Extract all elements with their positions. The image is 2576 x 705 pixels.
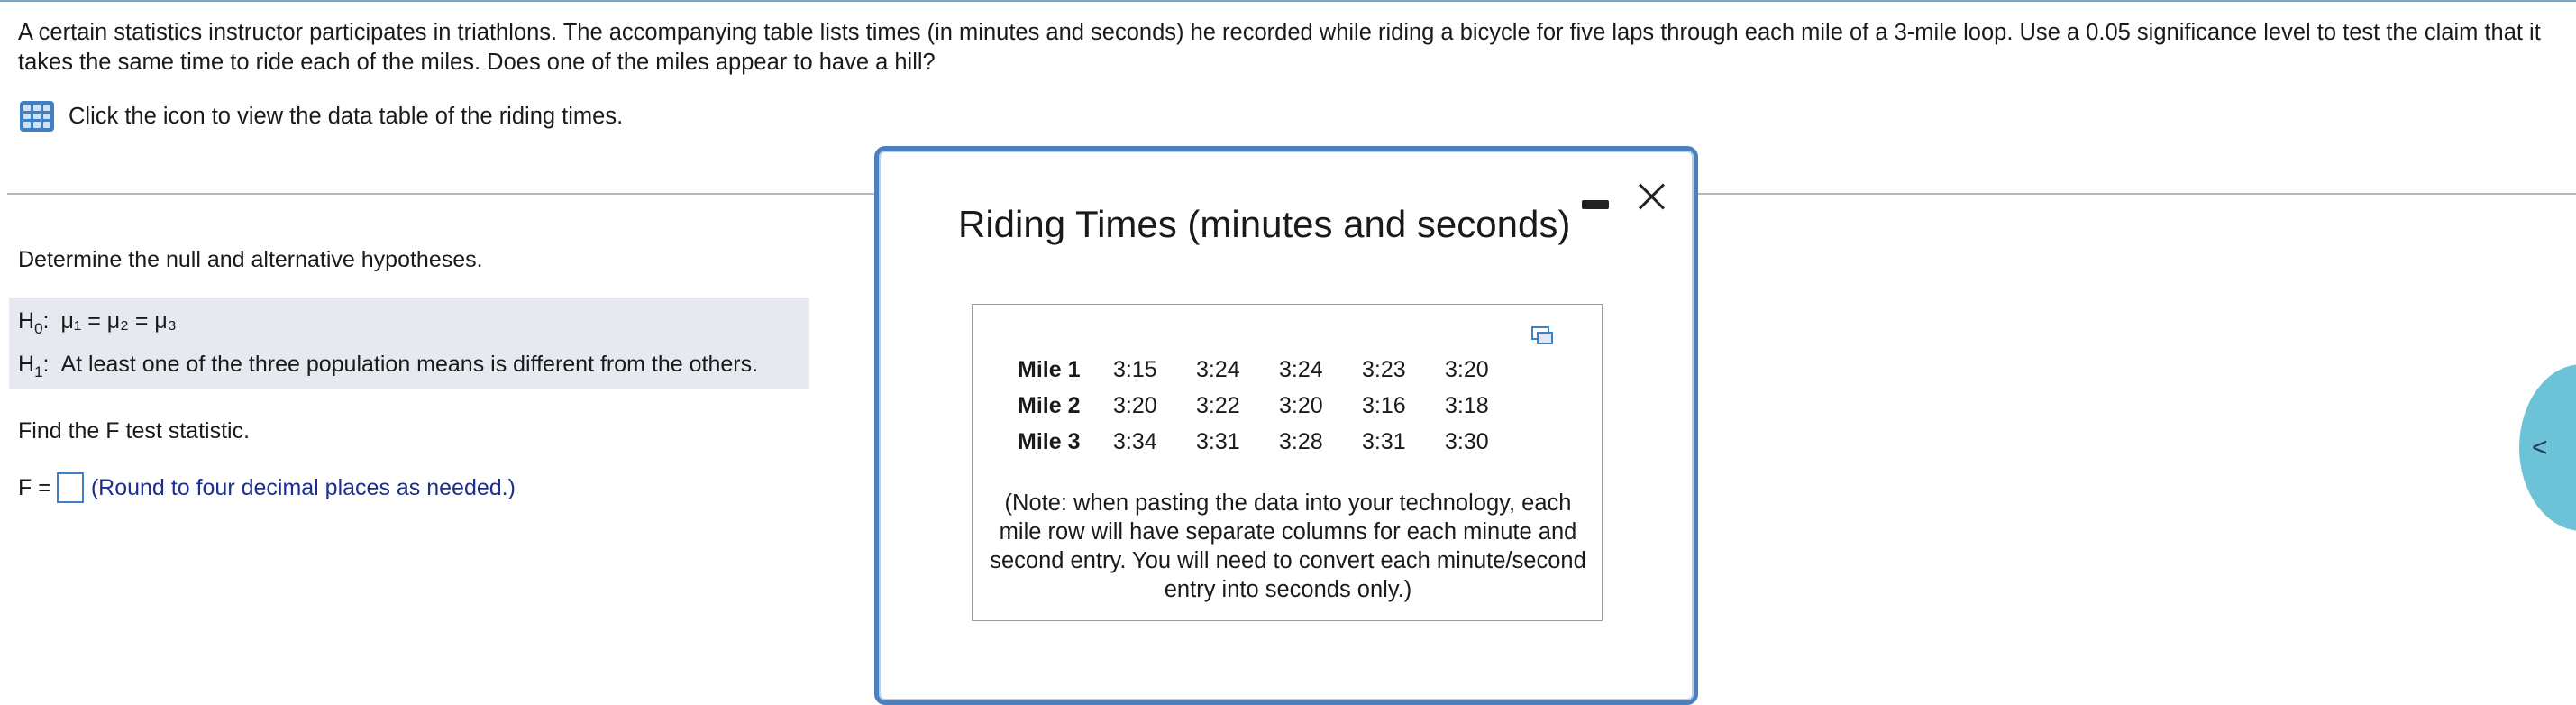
modal-title: Riding Times (minutes and seconds) <box>958 203 1571 245</box>
table-row <box>1018 388 1528 424</box>
table-cell: 3:20 <box>1279 392 1323 418</box>
top-rule <box>0 0 2576 2</box>
hypotheses-box <box>9 298 809 389</box>
table-cell: 3:20 <box>1445 356 1489 382</box>
data-panel <box>972 304 1603 621</box>
f-statistic-prompt: Find the F test statistic. <box>18 418 251 444</box>
alternative-hypothesis: $H_1$: At least one of the three population means is different from the others. <box>18 352 759 380</box>
data-table-link[interactable] <box>20 101 623 132</box>
table-cell: 3:20 <box>1113 392 1157 418</box>
question-text: A certain statistics instructor participates in triathlons. The accompanying table lists times (in minutes and seconds) he recorded while riding a bicycle for five laps through each mile of a 3-mile loop. Use a 0.05 significance level to test the claim that it takes the same time to ride each of the miles. Does one of the miles appear to have a hill? <box>18 20 2541 75</box>
table-cell: 3:28 <box>1279 428 1323 454</box>
table-cell: 3:24 <box>1279 356 1323 382</box>
table-cell: 3:15 <box>1113 356 1157 382</box>
f-statistic-row <box>18 472 516 503</box>
table-row <box>1018 352 1528 388</box>
table-cell: 3:16 <box>1362 392 1406 418</box>
side-panel-toggle[interactable] <box>2519 364 2576 531</box>
table-cell: 3:18 <box>1445 392 1489 418</box>
data-table-modal <box>874 146 1698 705</box>
close-icon[interactable] <box>1634 178 1670 214</box>
table-icon[interactable] <box>20 101 54 132</box>
table-cell: 3:30 <box>1445 428 1489 454</box>
table-cell: 3:34 <box>1113 428 1157 454</box>
chevron-left-icon[interactable]: < <box>2532 433 2548 462</box>
f-label: F = <box>18 474 51 500</box>
alternative-hypothesis-answer[interactable]: At least one of the three population means is different from the others. <box>60 352 759 377</box>
f-statistic-input[interactable] <box>57 472 84 503</box>
table-note: (Note: when pasting the data into your technology, each mile row will have separate columns for each minute and second entry. You will need to convert each minute/second entry into seconds only.) <box>990 490 1586 602</box>
row-label: Mile 3 <box>1018 428 1081 454</box>
table-row <box>1018 424 1528 460</box>
minimize-icon[interactable] <box>1582 200 1609 209</box>
null-hypothesis: $H_0$: μ₁ = μ₂ = μ₃ <box>18 308 177 337</box>
table-cell: 3:22 <box>1196 392 1240 418</box>
table-cell: 3:23 <box>1362 356 1406 382</box>
row-label: Mile 2 <box>1018 392 1081 418</box>
table-cell: 3:31 <box>1196 428 1240 454</box>
copy-icon[interactable] <box>1531 326 1549 341</box>
row-label: Mile 1 <box>1018 356 1081 382</box>
hypotheses-prompt: Determine the null and alternative hypotheses. <box>18 247 483 272</box>
null-hypothesis-answer[interactable]: μ₁ = μ₂ = μ₃ <box>60 308 177 334</box>
data-table-link-label[interactable]: Click the icon to view the data table of the riding times. <box>69 103 624 129</box>
table-cell: 3:31 <box>1362 428 1406 454</box>
riding-times-table <box>1018 352 1528 460</box>
table-cell: 3:24 <box>1196 356 1240 382</box>
rounding-hint: (Round to four decimal places as needed.) <box>90 474 516 500</box>
